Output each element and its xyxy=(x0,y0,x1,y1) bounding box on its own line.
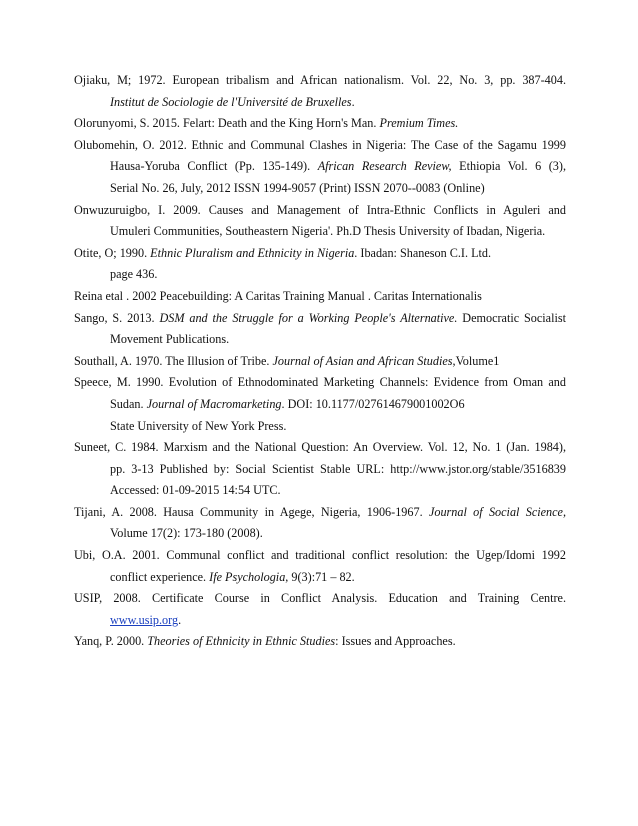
reference-entry-yanq xyxy=(74,631,566,653)
reference-line xyxy=(74,437,566,459)
reference-entry-onwuzuruigbo xyxy=(74,200,566,243)
reference-line xyxy=(74,156,566,178)
reference-text: Olorunyomi, S. 2015. Felart: Death and the King Horn's Man. xyxy=(74,116,380,131)
reference-entry-ojiaku xyxy=(74,70,566,113)
reference-line xyxy=(74,394,566,416)
reference-text: Reina etal . 2002 Peacebuilding: A Caritas Training Manual . Caritas Internationalis xyxy=(74,288,482,303)
reference-entry-olorunyomi xyxy=(74,113,566,135)
reference-title-italic: DSM and the Struggle for a Working People's Alternative. xyxy=(159,310,458,325)
reference-text: Suneet, C. 1984. Marxism and the National Question: An Overview. Vol. 12, No. 1 (Jan. 1984), xyxy=(74,440,566,455)
reference-title-italic: Premium Times. xyxy=(379,116,459,131)
reference-text: Yanq, P. 2000. xyxy=(74,634,148,649)
reference-line xyxy=(74,502,566,524)
reference-line xyxy=(74,243,566,265)
reference-text: Movement Publications. xyxy=(110,332,230,347)
reference-line xyxy=(74,372,566,394)
reference-text: . xyxy=(351,94,355,109)
reference-entry-suneet xyxy=(74,437,566,502)
reference-text: Accessed: 01-09-2015 14:54 UTC. xyxy=(110,483,281,498)
reference-text: Southall, A. 1970. The Illusion of Tribe. xyxy=(74,353,273,368)
reference-line xyxy=(74,631,566,653)
reference-text: page 436. xyxy=(110,267,158,282)
reference-text: pp. 3-13 Published by: Social Scientist Stable URL: http://www.jstor.org/stable/3516839 xyxy=(110,461,566,476)
reference-text: State University of New York Press. xyxy=(110,418,287,433)
reference-title-italic: Institut de Sociologie de l'Université de Bruxelles xyxy=(110,94,352,109)
reference-text: ,Volume1 xyxy=(452,353,500,368)
reference-title-italic: Journal of Social Science, xyxy=(428,504,566,519)
reference-text: Sango, S. 2013. xyxy=(74,310,160,325)
reference-text: Ethiopia Vol. 6 (3), xyxy=(451,159,566,174)
reference-text: conflict experience. xyxy=(110,569,210,584)
reference-text: Speece, M. 1990. Evolution of Ethnodominated Marketing Channels: Evidence from Oman and xyxy=(74,375,566,390)
reference-title-italic: Ife Psychologia xyxy=(209,569,286,584)
reference-text: . Ibadan: Shaneson C.I. Ltd. xyxy=(354,245,492,260)
reference-title-italic: Journal of Asian and African Studies xyxy=(272,353,453,368)
reference-entry-usip xyxy=(74,588,566,631)
reference-line xyxy=(74,286,566,308)
reference-line xyxy=(74,135,566,157)
reference-line xyxy=(74,545,566,567)
reference-text: USIP, 2008. Certificate Course in Conflict Analysis. Education and Training Centre. xyxy=(74,591,566,606)
reference-title-italic: Ethnic Pluralism and Ethnicity in Nigeria xyxy=(150,245,355,260)
reference-text: : Issues and Approaches. xyxy=(335,634,456,649)
reference-text: Ubi, O.A. 2001. Communal conflict and traditional conflict resolution: the Ugep/Idomi 1992 xyxy=(74,548,566,563)
reference-title-italic: African Research Review, xyxy=(317,159,452,174)
reference-title-italic: Theories of Ethnicity in Ethnic Studies xyxy=(147,634,336,649)
reference-line xyxy=(74,351,566,373)
reference-text: Onwuzuruigbo, I. 2009. Causes and Management of Intra-Ethnic Conflicts in Aguleri and xyxy=(74,202,566,217)
reference-line xyxy=(74,221,566,243)
reference-line xyxy=(74,178,566,200)
reference-line xyxy=(74,459,566,481)
reference-line xyxy=(74,308,566,330)
reference-entry-otite xyxy=(74,243,566,286)
reference-text: Hausa-Yoruba Conflict (Pp. 135-149). xyxy=(110,159,318,174)
reference-text: , 9(3):71 – 82. xyxy=(285,569,355,584)
reference-text: Sudan. xyxy=(110,396,147,411)
reference-line xyxy=(74,264,566,286)
reference-entry-olubomehin xyxy=(74,135,566,200)
reference-line xyxy=(74,588,566,610)
reference-entry-southall xyxy=(74,351,566,373)
reference-text: Otite, O; 1990. xyxy=(74,245,151,260)
reference-text: Tijani, A. 2008. Hausa Community in Agege, Nigeria, 1906-1967. xyxy=(74,504,429,519)
reference-link[interactable]: www.usip.org xyxy=(110,612,179,627)
reference-title-italic: Journal of Macromarketing xyxy=(146,396,282,411)
reference-text: . DOI: 10.1177/027614679001002O6 xyxy=(281,396,465,411)
reference-line xyxy=(74,200,566,222)
reference-text: Ojiaku, M; 1972. European tribalism and African nationalism. Vol. 22, No. 3, pp. 387-404. xyxy=(74,73,566,87)
reference-entry-sango xyxy=(74,308,566,351)
reference-text: . xyxy=(178,612,182,627)
reference-text: Democratic Socialist xyxy=(457,310,566,325)
reference-line xyxy=(74,480,566,502)
reference-entry-reina xyxy=(74,286,566,308)
reference-entry-speece xyxy=(74,372,566,437)
reference-line xyxy=(74,416,566,438)
reference-line xyxy=(74,523,566,545)
reference-line xyxy=(74,610,566,632)
reference-line xyxy=(74,567,566,589)
reference-text: Olubomehin, O. 2012. Ethnic and Communal Clashes in Nigeria: The Case of the Sagamu 1999 xyxy=(74,137,566,152)
reference-text: Serial No. 26, July, 2012 ISSN 1994-9057 (Print) ISSN 2070--0083 (Online) xyxy=(110,180,485,195)
reference-text: Umuleri Communities, Southeastern Nigeria'. Ph.D Thesis University of Ibadan, Nigeria. xyxy=(110,224,546,239)
reference-entry-ubi xyxy=(74,545,566,588)
reference-text: Volume 17(2): 173-180 (2008). xyxy=(110,526,263,541)
reference-line xyxy=(74,70,566,92)
reference-entry-tijani xyxy=(74,502,566,545)
reference-list xyxy=(74,70,566,653)
reference-line xyxy=(74,92,566,114)
reference-line xyxy=(74,329,566,351)
reference-line xyxy=(74,113,566,135)
